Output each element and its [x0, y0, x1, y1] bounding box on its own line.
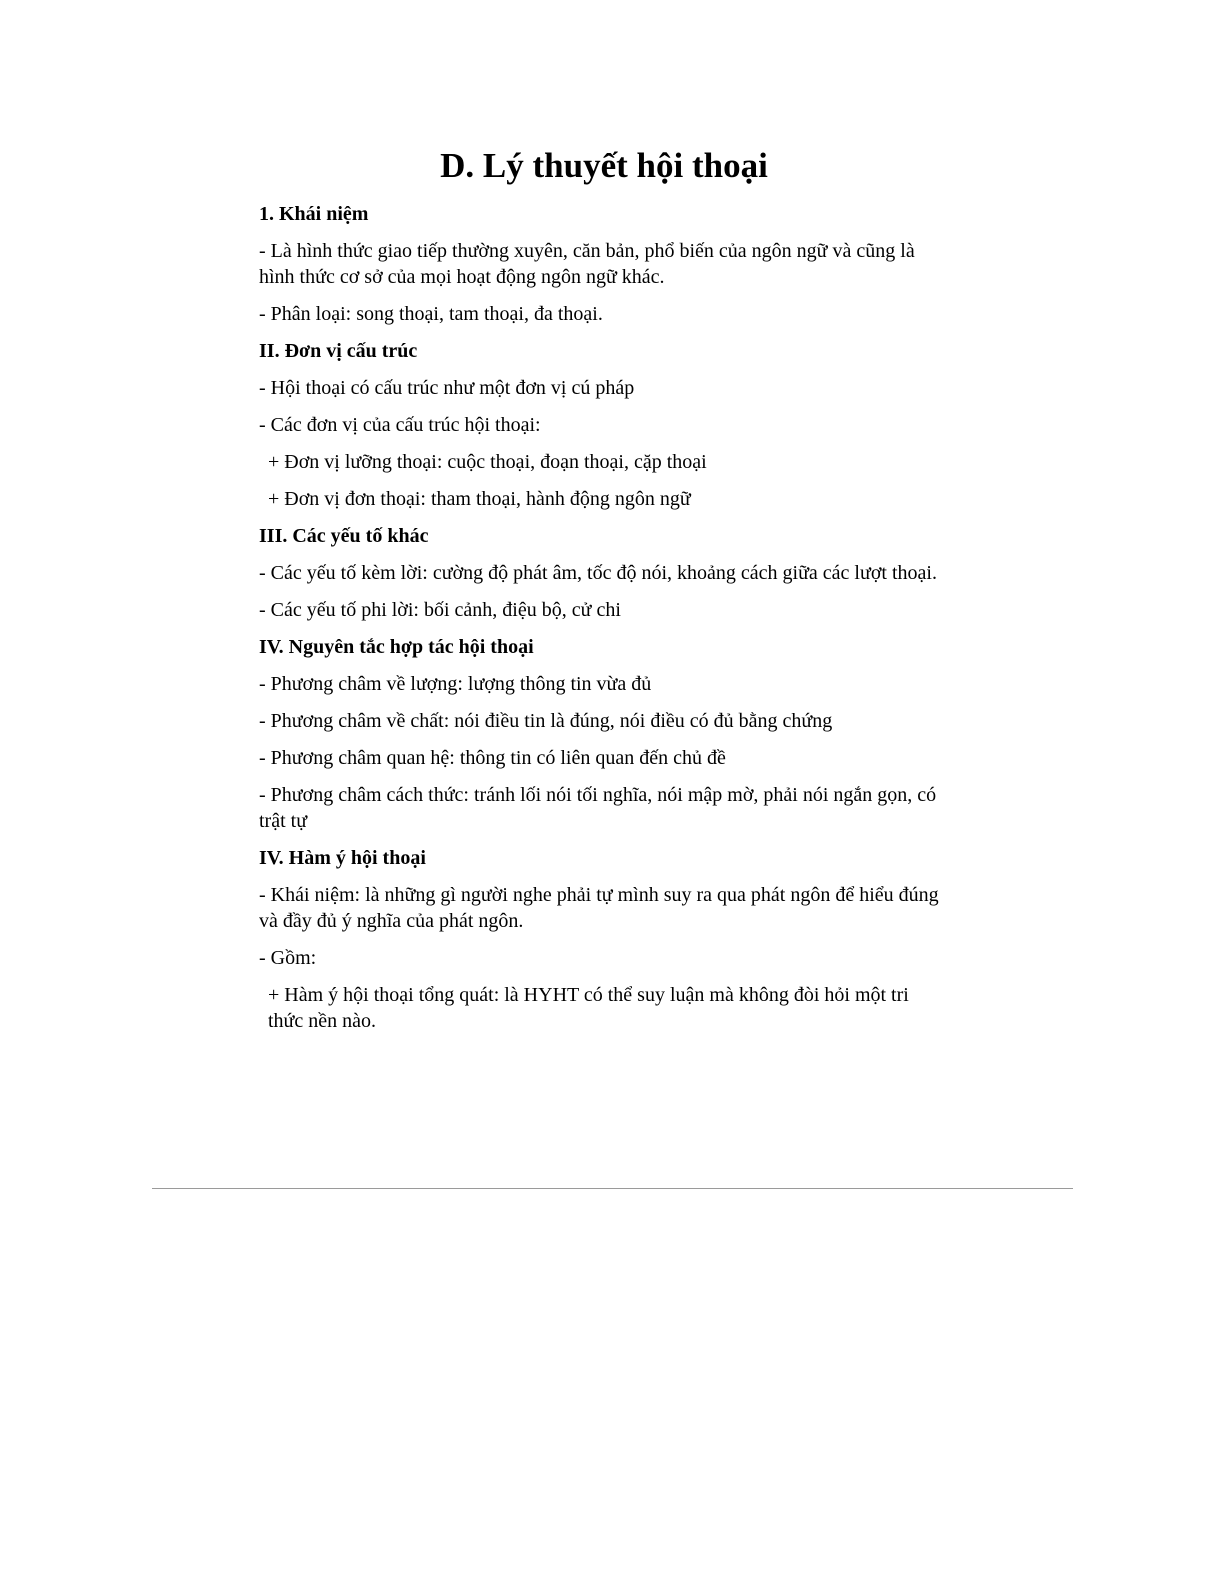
section-heading: III. Các yếu tố khác [259, 525, 429, 547]
sub-bullet: + Đơn vị lưỡng thoại: cuộc thoại, đoạn thoại, cặp thoại [268, 451, 707, 473]
paragraph: - Các đơn vị của cấu trúc hội thoại: [259, 414, 541, 436]
paragraph: - Phương châm về lượng: lượng thông tin vừa đủ [259, 673, 652, 695]
section-heading: 1. Khái niệm [259, 203, 369, 225]
section-cac-yeu-to-khac [259, 523, 949, 623]
document-content [259, 142, 949, 1045]
paragraph: - Là hình thức giao tiếp thường xuyên, căn bản, phổ biến của ngôn ngữ và cũng là hình thức cơ sở của mọi hoạt động ngôn ngữ khác. [259, 240, 915, 288]
section-heading: II. Đơn vị cấu trúc [259, 340, 418, 362]
document-title: D. Lý thuyết hội thoại [440, 146, 768, 185]
sub-bullet: + Hàm ý hội thoại tổng quát: là HYHT có thể suy luận mà không đòi hỏi một tri thức nền nào. [268, 984, 909, 1032]
sub-bullet: + Đơn vị đơn thoại: tham thoại, hành động ngôn ngữ [268, 488, 691, 510]
paragraph: - Hội thoại có cấu trúc như một đơn vị cú pháp [259, 377, 635, 399]
section-don-vi-cau-truc [259, 338, 949, 512]
section-heading: IV. Hàm ý hội thoại [259, 847, 426, 869]
section-nguyen-tac-hop-tac [259, 634, 949, 834]
paragraph: - Phương châm cách thức: tránh lối nói tối nghĩa, nói mập mờ, phải nói ngắn gọn, có trật tự [259, 784, 937, 832]
paragraph: - Các yếu tố phi lời: bối cảnh, điệu bộ, cử chi [259, 599, 621, 621]
paragraph: - Phương châm quan hệ: thông tin có liên quan đến chủ đề [259, 747, 726, 769]
paragraph: - Các yếu tố kèm lời: cường độ phát âm, tốc độ nói, khoảng cách giữa các lượt thoại. [259, 562, 937, 584]
section-ham-y-hoi-thoai [259, 845, 949, 1034]
section-heading: IV. Nguyên tắc hợp tác hội thoại [259, 636, 534, 658]
paragraph: - Khái niệm: là những gì người nghe phải tự mình suy ra qua phát ngôn để hiểu đúng và đầy đủ ý nghĩa của phát ngôn. [259, 884, 939, 932]
paragraph: - Phân loại: song thoại, tam thoại, đa thoại. [259, 303, 603, 325]
paragraph: - Gồm: [259, 947, 317, 969]
page-divider [152, 1188, 1073, 1189]
section-khai-niem [259, 201, 949, 327]
paragraph: - Phương châm về chất: nói điều tin là đúng, nói điều có đủ bằng chứng [259, 710, 833, 732]
